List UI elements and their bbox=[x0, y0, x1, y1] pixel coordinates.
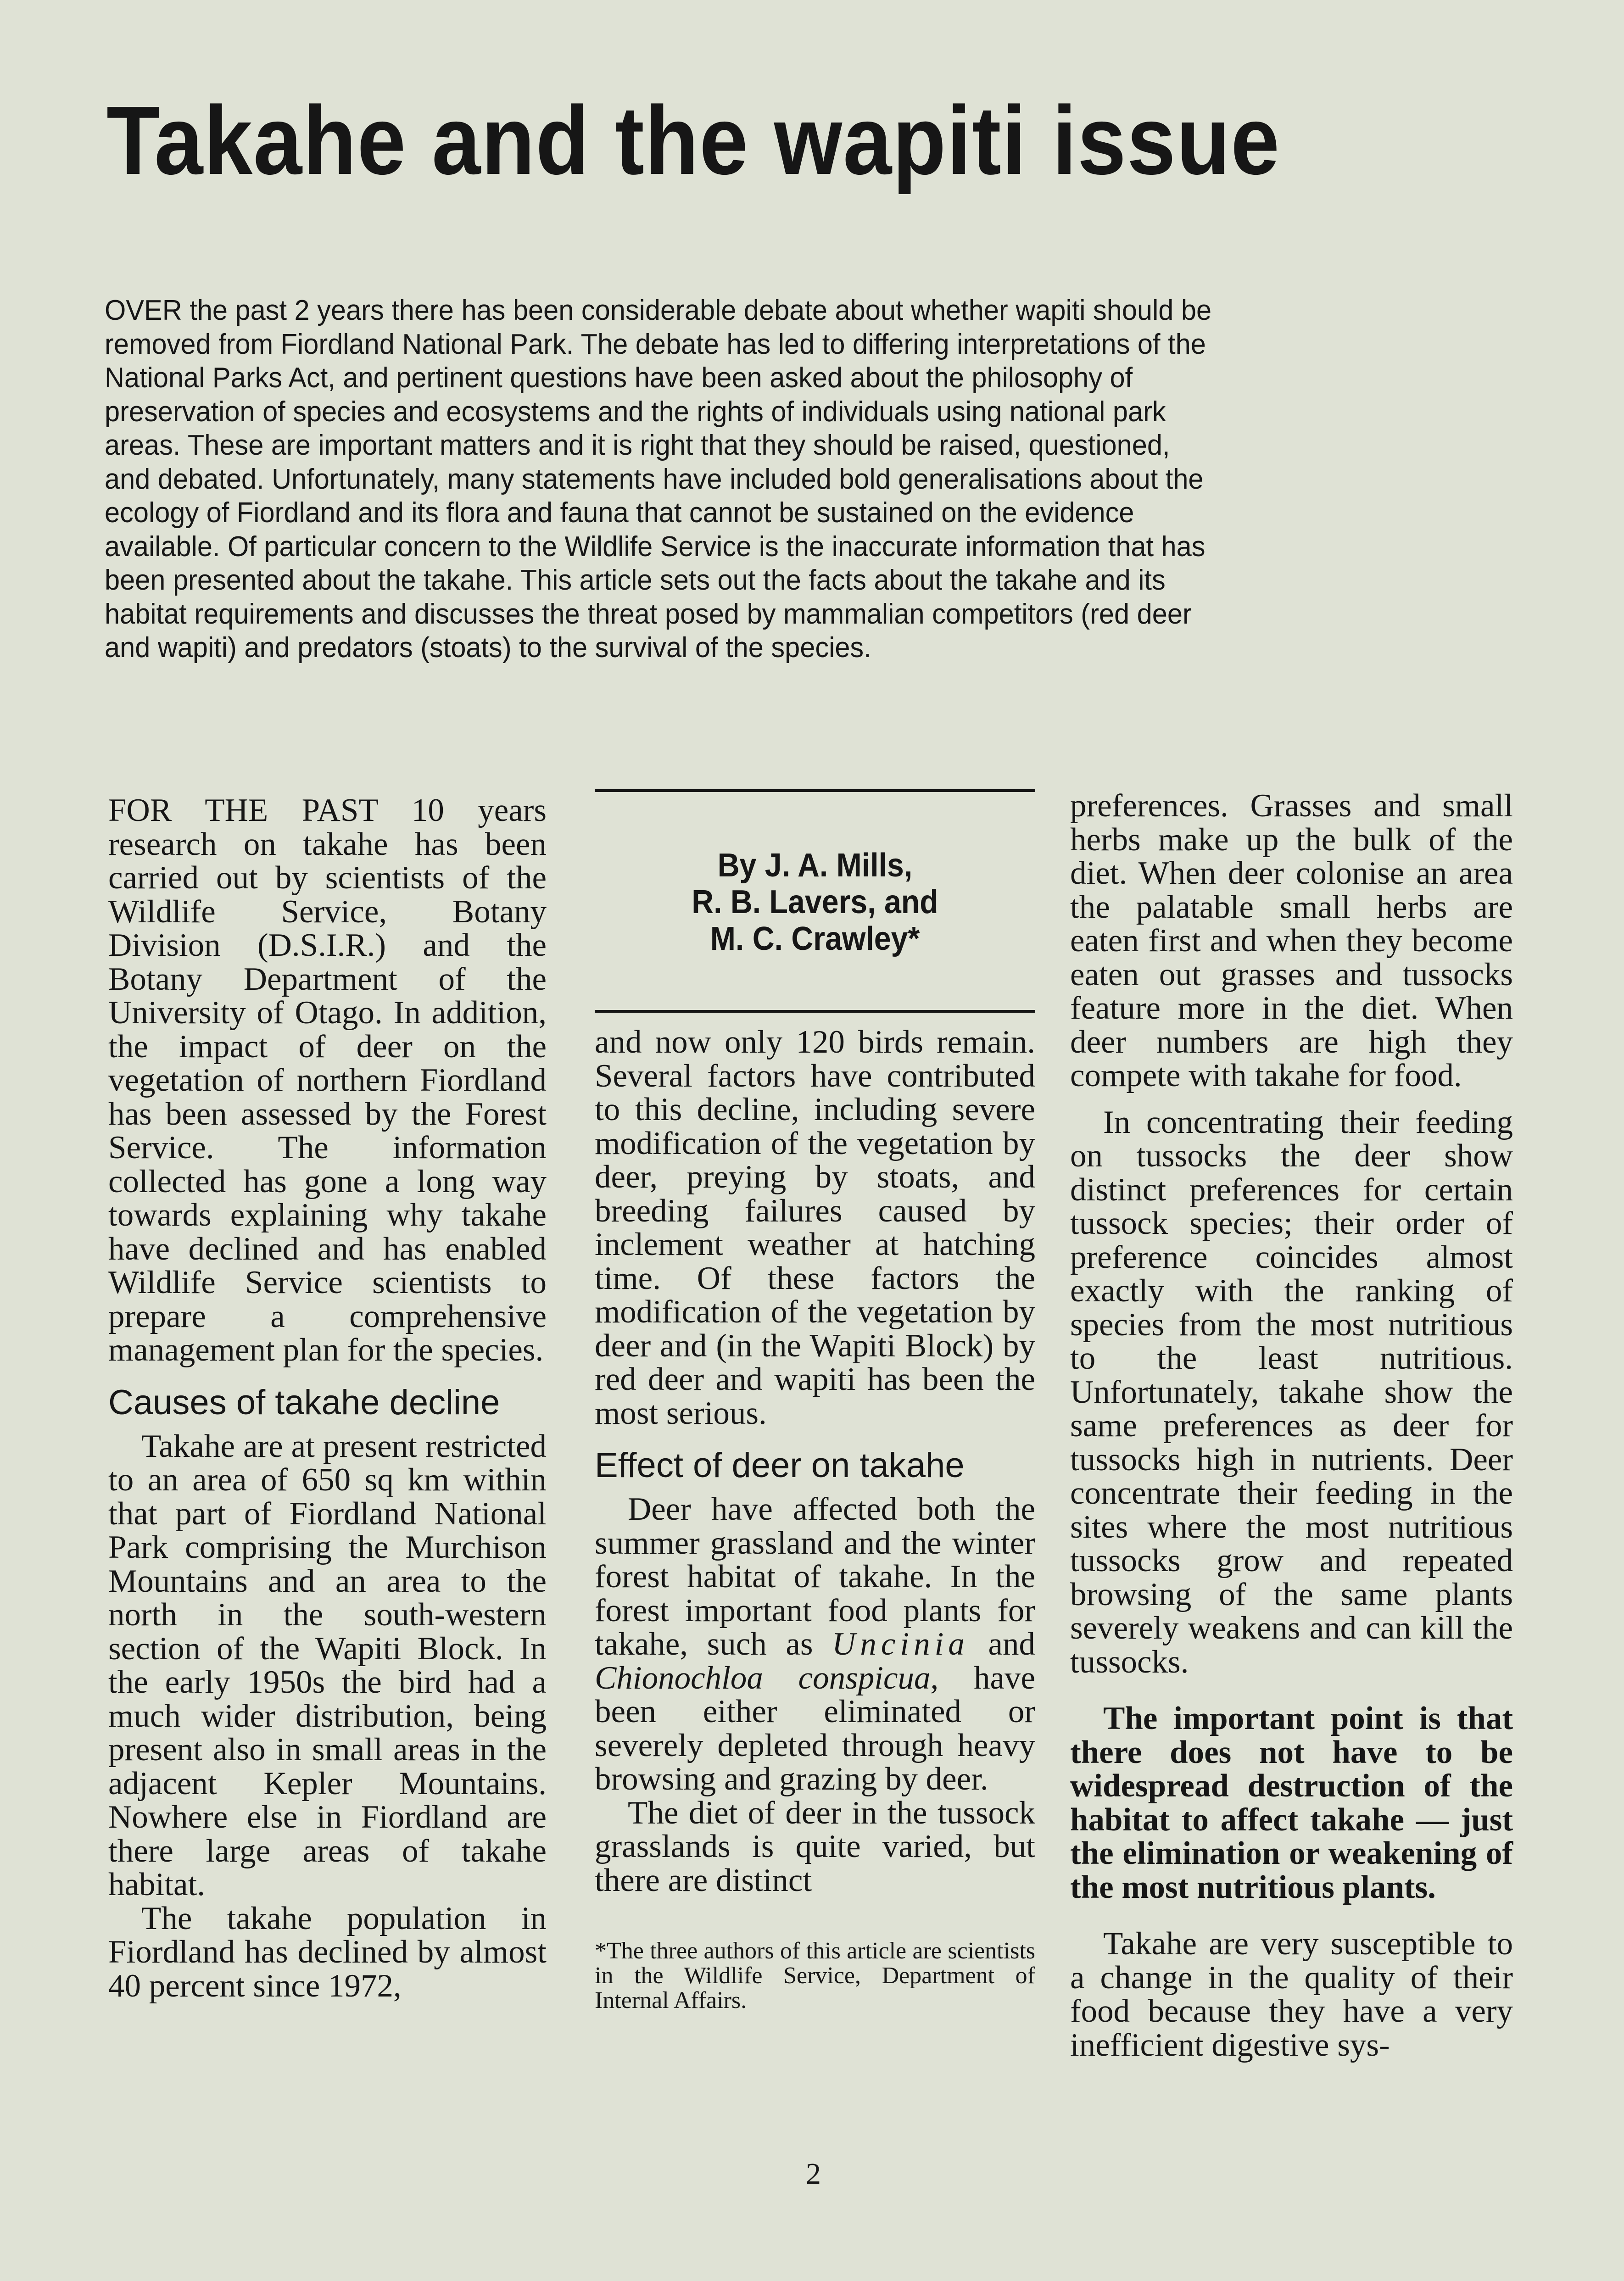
paragraph: The takahe population in Fiordland has declined by almost 40 percent since 1972, bbox=[108, 1900, 547, 2004]
section-heading-causes: Causes of takahe decline bbox=[108, 1383, 500, 1422]
emphasis-paragraph: The important point is that there does not have to be widespread destruction of the habitat to affect takahe — just the elimination or weakening of the most nutritious plants. bbox=[1070, 1701, 1513, 1905]
section-heading-effect: Effect of deer on takahe bbox=[595, 1446, 965, 1485]
paragraph: Takahe are very susceptible to a change in the quality of their food because they have a very inefficient digestive sys- bbox=[1070, 1926, 1513, 2063]
paragraph: Takahe are at present restricted to an area of 650 sq km within that part of Fiordland National Park comprising the Murchison Mountains and an area to the north in the south-western section of the Wapiti Block. In the early 1950s the bird had a much wider distribution, being present also in small areas in the adjacent Kepler Mountains. Nowhere else in Fiordland are there large areas of takahe habitat. bbox=[108, 1428, 547, 1902]
author-footnote: *The three authors of this article are scientists in the Wildlife Service, Department of Internal Affairs. bbox=[595, 1938, 1035, 2013]
byline bbox=[612, 792, 1017, 1010]
column-1 bbox=[108, 794, 547, 2003]
paragraph: FOR THE PAST 10 years research on takahe has been carried out by scientists of the Wildlife Service, Botany Division (D.S.I.R.) and the Botany Department of the University of Otago. In addition, the impact of deer on the vegetation of northern Fiordland has been assessed by the Forest Service. The information collected has gone a long way towards explaining why takahe have declined and has enabled Wildlife Service scientists to prepare a comprehensive management plan for the species. bbox=[108, 792, 547, 1368]
article-title: Takahe and the wapiti issue bbox=[106, 86, 1280, 195]
byline-line: M. C. Crawley* bbox=[710, 920, 920, 957]
byline-line: R. B. Lavers, and bbox=[692, 884, 938, 920]
column-3 bbox=[1070, 789, 1513, 2062]
column-2 bbox=[595, 789, 1035, 2013]
page-number: 2 bbox=[806, 2157, 821, 2191]
byline-line: By J. A. Mills, bbox=[717, 847, 913, 884]
paragraph: preferences. Grasses and small herbs make up the bulk of the diet. When deer colonise an area the palatable small herbs are eaten first and when they become eaten out grasses and tussocks feature more in the diet. When deer numbers are high they compete with takahe for food. bbox=[1070, 788, 1513, 1093]
paragraph: The diet of deer in the tussock grasslands is quite varied, but there are distinct bbox=[595, 1795, 1035, 1898]
paragraph: In concentrating their feeding on tussocks the deer show distinct preferences for certain tussock species; their order of preference coincides almost exactly with the ranking of species from the most nutritious to the least nutritious. Unfortunately, takahe show the same preferences as deer for tussocks high in nutrients. Deer concentrate their feeding in the sites where the most nutritious tussocks grow and repeated browsing of the same plants severely weakens and can kill the tussocks. bbox=[1070, 1104, 1513, 1680]
paragraph: Deer have affected both the summer grassland and the winter forest habitat of takahe. In the forest important food plants for takahe, such as Uncinia and Chionochloa conspicua, have been either eliminated or severely depleted through heavy browsing and grazing by deer. bbox=[595, 1491, 1035, 1797]
species-name: Uncinia bbox=[832, 1626, 969, 1662]
article-intro: OVER the past 2 years there has been considerable debate about whether wapiti should be removed from Fiordland National Park. The debate has led to differing interpretations of the National Parks Act, and pertinent questions have been asked about the philosophy of preservation of species and ecosystems and the rights of individuals using national park areas. These are important matters and it is right that they should be raised, questioned, and debated. Unfortunately, many statements have included bold generalisations about the ecology of Fiordland and its flora and fauna that cannot be sustained on the evidence available. Of particular concern to the Wildlife Service is the inaccurate information that has been presented about the takahe. This article sets out the facts about the takahe and its habitat requirements and discusses the threat posed by mammalian competitors (red deer and wapiti) and predators (stoats) to the survival of the species. bbox=[105, 295, 1212, 664]
species-name: Chionochloa conspicua bbox=[595, 1660, 931, 1696]
paragraph: and now only 120 birds remain. Several factors have contributed to this decline, including severe modification of the vegetation by deer, preying by stoats, and breeding failures caused by inclement weather at hatching time. Of these factors the modification of the vegetation by deer and (in the Wapiti Block) by red deer and wapiti has been the most serious. bbox=[595, 1024, 1035, 1431]
